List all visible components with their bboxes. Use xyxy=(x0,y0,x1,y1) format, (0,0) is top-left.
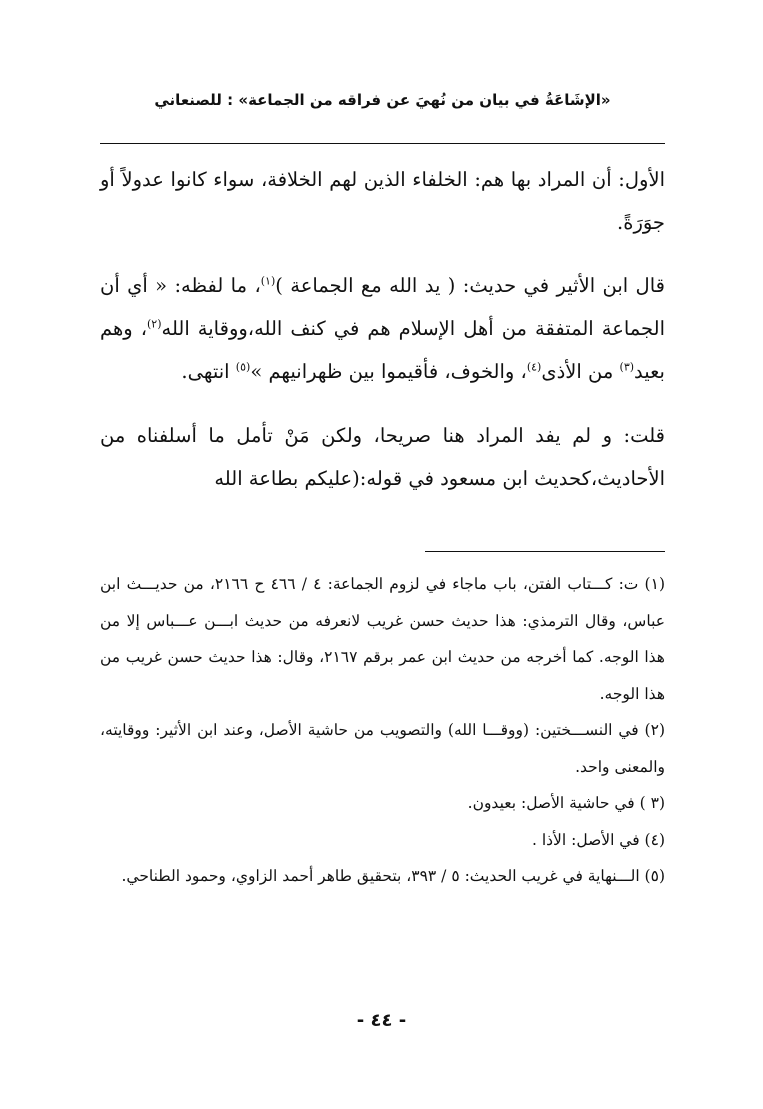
paragraph-2-text xyxy=(100,264,665,393)
paragraph-1-text: الأول: أن المراد بها هم: الخلفاء الذين لهم الخلافة، سواء كانوا عدولاً أو جوَرَةً. xyxy=(100,168,665,234)
footnote-ref-2: (٢) xyxy=(147,317,162,331)
running-header: «الإشَاعَةُ في بيان من نُهيَ عن فراقه من الجماعة» : للصنعاني xyxy=(154,91,611,109)
footnote-3: (٣ ) في حاشية الأصل: بعيدون. xyxy=(467,794,665,812)
header-rule xyxy=(100,143,665,144)
paragraph-2-segment: ، وهم بعيد xyxy=(100,317,665,383)
footnote-5: (٥) الـــنهاية في غريب الحديث: ٥ / ٣٩٣، بتحقيق طاهر أحمد الزاوي، وحمود الطناحي. xyxy=(121,867,665,885)
paragraph-2 xyxy=(100,264,665,393)
paragraph-2-segment: ، ما لفظه: « أي أن الجماعة المتفقة من أهل الإسلام هم في كنف الله،ووقاية الله xyxy=(100,274,665,340)
footnote-ref-5: (٥) xyxy=(235,360,251,374)
paragraph-2-segment: قال ابن الأثير في حديث: ( يد الله مع الجماعة ) xyxy=(275,274,665,297)
paragraph-2-segment: ، والخوف، فأقيموا بين ظهرانيهم » xyxy=(250,360,527,383)
paragraph-3 xyxy=(100,414,665,500)
footnote-separator xyxy=(425,551,665,552)
paragraph-2-segment: انتهى. xyxy=(181,360,236,383)
paragraph-2-segment: من الأذى xyxy=(541,360,620,383)
footnote-2: (٢) في النســـختين: (ووقـــا الله) والتصويب من حاشية الأصل، وعند ابن الأثير: ووقايته، والمعنى واحد. xyxy=(100,721,665,776)
footnote-ref-3: (٣) xyxy=(619,360,635,374)
footnote-1: (١) ت: كـــتاب الفتن، باب ماجاء في لزوم الجماعة: ٤ / ٤٦٦ ح ٢١٦٦، من حديـــث ابن عباس، وقال الترمذي: هذا حديث حسن غريب لانعرفه من حديث ابـــن عـــباس إلا من هذا الوجه. كما أخرجه من حديث ابن عمر برقم ٢١٦٧، وقال: هذا حديث حسن غريب من هذا الوجه. xyxy=(100,575,665,703)
footnotes xyxy=(100,566,665,895)
footnote-4: (٤) في الأصل: الأذا . xyxy=(531,830,665,849)
paragraph-1 xyxy=(100,158,665,244)
paragraph-3-text: قلت: و لم يفد المراد هنا صريحا، ولكن مَنْ تأمل ما أسلفناه من الأحاديث،كحديث ابن مسعود في قوله:(عليكم بطاعة الله xyxy=(100,424,665,490)
page-number: - ٤٤ - xyxy=(356,1010,407,1031)
footnote-ref-4: (٤) xyxy=(526,360,542,374)
footnote-ref-1: (١) xyxy=(260,274,276,288)
